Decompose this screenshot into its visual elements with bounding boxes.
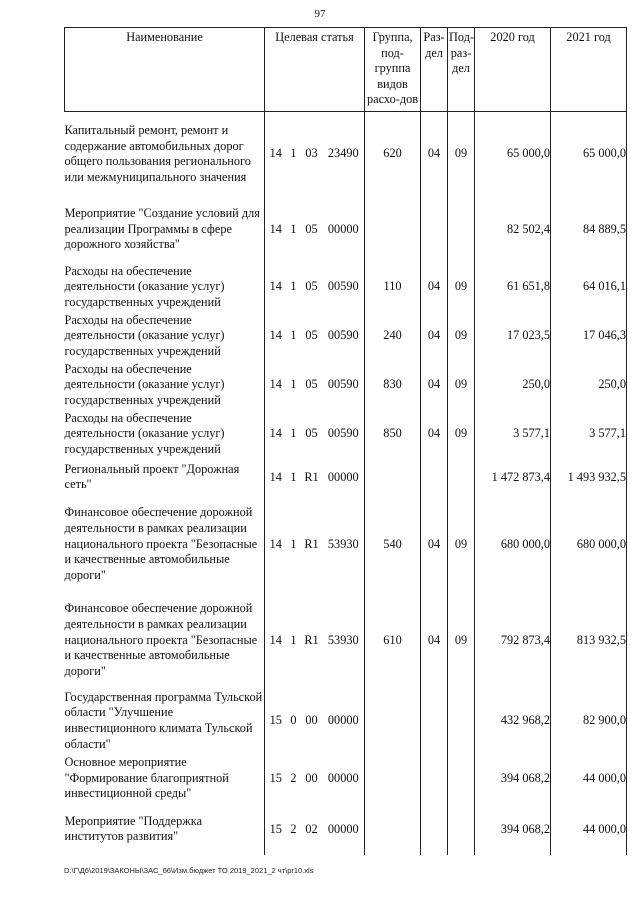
target-program-code: 14 [269,279,282,294]
target-direction-code: 23490 [323,111,365,196]
amount-2021: 17 046,3 [551,311,627,360]
amount-2020: 394 068,2 [475,803,551,855]
target-subprogram-code: 0 [290,713,297,728]
section-code [421,753,448,803]
target-subprogram-code: 1 [290,469,297,484]
amount-2021: 44 000,0 [551,753,627,803]
expense-group-code: 830 [365,360,421,409]
subsection-code [448,688,475,753]
target-event-code: 05 [305,377,318,392]
row-name-cell: Мероприятие "Создание условий для реализации Программы в сфере дорожного хозяйства" [65,196,265,262]
target-program-code: 14 [269,426,282,441]
target-direction-code: 00000 [323,803,365,855]
subsection-code [448,803,475,855]
amount-2020: 82 502,4 [475,196,551,262]
subsection-code: 09 [448,311,475,360]
target-event-code: R1 [304,632,319,647]
target-subprogram-code: 1 [290,221,297,236]
subsection-code: 09 [448,496,475,592]
row-name-cell: Финансовое обеспечение дорожной деятельности в рамках реализации национального проекта "Безопасные и качественные автомобильные дороги" [65,496,265,592]
target-event-code: 05 [305,328,318,343]
row-name-cell: Мероприятие "Поддержка институтов развития" [65,803,265,855]
expense-group-code [365,803,421,855]
target-event-code: R1 [304,469,319,484]
page-number: 97 [314,8,326,20]
header-section: Раз-дел [421,28,448,112]
section-code: 04 [421,360,448,409]
target-program-code: 15 [269,713,282,728]
amount-2021: 82 900,0 [551,688,627,753]
subsection-code [448,458,475,496]
row-name-cell: Расходы на обеспечение деятельности (оказание услуг) государственных учреждений [65,262,265,311]
subsection-code: 09 [448,111,475,196]
table-row [65,360,627,409]
table-row [65,409,627,458]
section-code: 04 [421,592,448,688]
target-direction-code: 00590 [323,409,365,458]
row-name-cell: Расходы на обеспечение деятельности (оказание услуг) государственных учреждений [65,360,265,409]
table-row [65,458,627,496]
table-header-row [65,28,627,112]
target-subprogram-code: 2 [290,821,297,836]
target-subprogram-code: 1 [290,279,297,294]
target-event-code: R1 [304,536,319,551]
file-path-footer: D:\Г\Д6\2019\ЗАКОНЫ\ЗАС_66\Изм.бюджет ТО 2019_2021_2 чт\pr10.xls [64,866,314,875]
amount-2020: 3 577,1 [475,409,551,458]
target-program-code: 14 [269,328,282,343]
amount-2020: 61 651,8 [475,262,551,311]
amount-2021: 65 000,0 [551,111,627,196]
row-name-cell: Основное мероприятие "Формирование благоприятной инвестиционной среды" [65,753,265,803]
target-direction-code: 00590 [323,360,365,409]
row-name-cell: Расходы на обеспечение деятельности (оказание услуг) государственных учреждений [65,409,265,458]
table-row [65,592,627,688]
target-program-code: 15 [269,770,282,785]
target-event-code: 05 [305,426,318,441]
amount-2021: 250,0 [551,360,627,409]
target-subprogram-code: 1 [290,328,297,343]
target-program-code: 15 [269,821,282,836]
target-event-code: 00 [305,713,318,728]
target-event-code: 02 [305,821,318,836]
row-name-cell: Капитальный ремонт, ремонт и содержание автомобильных дорог общего пользования регионального или межмуниципального значения [65,111,265,196]
section-code: 04 [421,409,448,458]
table-row [65,496,627,592]
subsection-code [448,753,475,803]
amount-2020: 432 968,2 [475,688,551,753]
amount-2020: 17 023,5 [475,311,551,360]
target-direction-code: 00000 [323,196,365,262]
expense-group-code [365,196,421,262]
amount-2021: 3 577,1 [551,409,627,458]
table-row [65,688,627,753]
section-code: 04 [421,496,448,592]
target-program-code: 14 [269,146,282,161]
table-row [65,311,627,360]
budget-table [64,27,627,855]
target-direction-code: 00000 [323,458,365,496]
amount-2020: 680 000,0 [475,496,551,592]
target-program-code: 14 [269,469,282,484]
expense-group-code [365,753,421,803]
target-program-code: 14 [269,536,282,551]
target-event-code: 03 [305,146,318,161]
amount-2021: 64 016,1 [551,262,627,311]
expense-group-code [365,688,421,753]
amount-2020: 394 068,2 [475,753,551,803]
section-code [421,196,448,262]
header-year-2021: 2021 год [551,28,627,112]
amount-2021: 1 493 932,5 [551,458,627,496]
expense-group-code: 540 [365,496,421,592]
header-year-2020: 2020 год [475,28,551,112]
target-subprogram-code: 1 [290,377,297,392]
table-row [65,753,627,803]
target-subprogram-code: 1 [290,426,297,441]
subsection-code: 09 [448,360,475,409]
subsection-code: 09 [448,409,475,458]
expense-group-code: 240 [365,311,421,360]
section-code: 04 [421,262,448,311]
header-subsection: Под-раз-дел [448,28,475,112]
target-event-code: 05 [305,221,318,236]
expense-group-code: 610 [365,592,421,688]
table-row [65,803,627,855]
subsection-code: 09 [448,262,475,311]
expense-group-code: 110 [365,262,421,311]
section-code [421,803,448,855]
amount-2021: 813 932,5 [551,592,627,688]
header-target-article: Целевая статья [265,28,365,112]
amount-2020: 65 000,0 [475,111,551,196]
target-direction-code: 00590 [323,262,365,311]
target-direction-code: 53930 [323,496,365,592]
header-expense-group: Группа, под-группа видов расхо-дов [365,28,421,112]
subsection-code [448,196,475,262]
amount-2021: 84 889,5 [551,196,627,262]
amount-2020: 250,0 [475,360,551,409]
target-direction-code: 00590 [323,311,365,360]
table-row [65,111,627,196]
target-event-code: 00 [305,770,318,785]
row-name-cell: Расходы на обеспечение деятельности (оказание услуг) государственных учреждений [65,311,265,360]
amount-2021: 44 000,0 [551,803,627,855]
target-subprogram-code: 1 [290,632,297,647]
table-body [65,111,627,855]
target-program-code: 14 [269,221,282,236]
target-program-code: 14 [269,632,282,647]
row-name-cell: Финансовое обеспечение дорожной деятельности в рамках реализации национального проекта "Безопасные и качественные автомобильные дороги" [65,592,265,688]
row-name-cell: Региональный проект "Дорожная сеть" [65,458,265,496]
expense-group-code: 850 [365,409,421,458]
table-row [65,196,627,262]
table-row [65,262,627,311]
expense-group-code: 620 [365,111,421,196]
amount-2020: 792 873,4 [475,592,551,688]
target-subprogram-code: 1 [290,146,297,161]
target-subprogram-code: 2 [290,770,297,785]
amount-2020: 1 472 873,4 [475,458,551,496]
section-code [421,688,448,753]
section-code: 04 [421,111,448,196]
target-direction-code: 53930 [323,592,365,688]
amount-2021: 680 000,0 [551,496,627,592]
target-direction-code: 00000 [323,753,365,803]
target-direction-code: 00000 [323,688,365,753]
subsection-code: 09 [448,592,475,688]
target-subprogram-code: 1 [290,536,297,551]
section-code [421,458,448,496]
header-name: Наименование [65,28,265,112]
target-program-code: 14 [269,377,282,392]
target-event-code: 05 [305,279,318,294]
row-name-cell: Государственная программа Тульской области "Улучшение инвестиционного климата Тульской области" [65,688,265,753]
section-code: 04 [421,311,448,360]
expense-group-code [365,458,421,496]
